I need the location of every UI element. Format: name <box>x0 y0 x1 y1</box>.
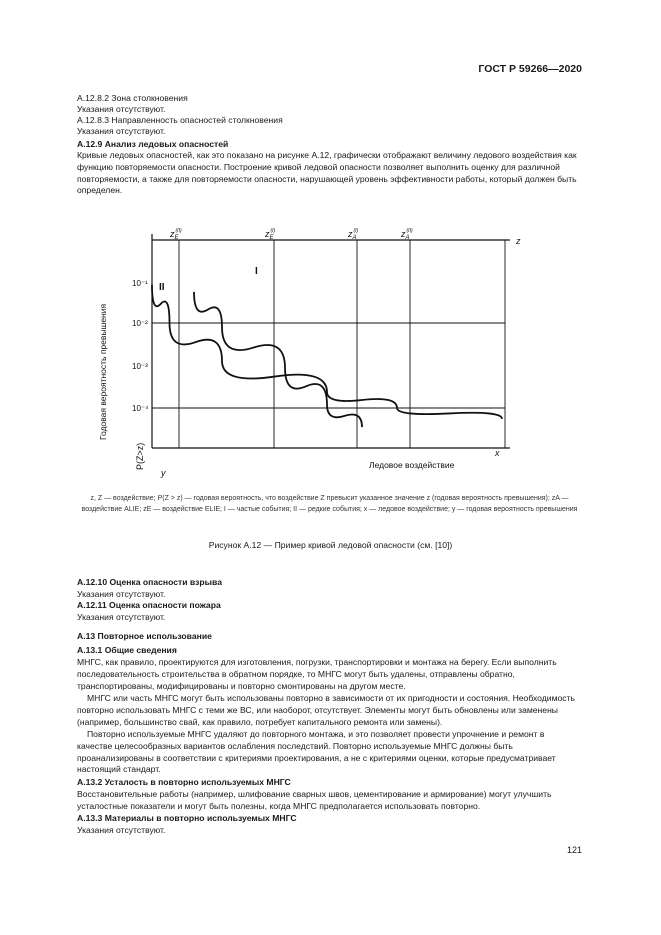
x-axis-symbol: x <box>495 448 500 458</box>
section-heading-a129: А.12.9 Анализ ледовых опасностей <box>77 139 229 149</box>
section-heading-a1282: А.12.8.2 Зона столкновения <box>77 93 188 103</box>
vline-label-3: $z_A(I)$ <box>348 228 359 241</box>
section-heading-a131: А.13.1 Общие сведения <box>77 645 177 655</box>
section-heading-a132: А.13.2 Усталость в повторно используемых МНГС <box>77 777 291 787</box>
section-heading-a1283: А.12.8.3 Направленность опасностей столкновения <box>77 115 283 125</box>
standard-number: ГОСТ Р 59266—2020 <box>478 63 582 75</box>
page-number: 121 <box>566 845 582 855</box>
body-text: Указания отсутствуют. <box>77 612 166 622</box>
paragraph-a132: Восстановительные работы (например, шлифование сварных швов, цементирование и армирование) могут улучшить усталостные показатели и могут быть полезны, когда МНГС предполагается использовать повторно. <box>77 789 552 811</box>
series-label-II: II <box>159 282 165 293</box>
y-tick-label: 10⁻¹ <box>132 279 148 288</box>
y-axis-label: Годовая вероятность превышения <box>98 303 108 440</box>
vline-label-4: $z_A(II)$ <box>401 228 413 241</box>
vline-label-2: $z_E(I)$ <box>265 228 276 241</box>
y-axis-symbol: y <box>161 468 166 478</box>
ice-hazard-chart <box>77 218 582 478</box>
body-text: Указания отсутствуют. <box>77 126 166 136</box>
section-heading-a1210: А.12.10 Оценка опасности взрыва <box>77 577 222 587</box>
y-tick-label: 10⁻⁴ <box>132 404 149 413</box>
section-heading-a1211: А.12.11 Оценка опасности пожара <box>77 600 221 610</box>
series-label-I: I <box>255 266 258 277</box>
y-var-label: P(Z>z) <box>135 442 145 470</box>
x-axis-label: Ледовое воздействие <box>369 460 455 470</box>
paragraph-a131-3: Повторно используемые МНГС удаляют до повторного монтажа, и это позволяет провести упрочнение и ремонт в качестве целесообразных вариантов ослабления последствий. Повторно используемые МНГС должны быть проанализированы в соответствии с критериями проектирования, а не с критериями оценки, которые предусматривает настоящий стандарт. <box>77 729 556 775</box>
body-text: Указания отсутствуют. <box>77 104 166 114</box>
paragraph-a129: Кривые ледовых опасностей, как это показано на рисунке А.12, графически отображают величину ледового воздействия как функцию повторяемости опасности. Построение кривой ледовой опасности позволяет выполнить оценку для различной повторяемости, а также для повторяемости опасности, нарушающей уровень эффективности работы, который должен быть определен. <box>77 150 577 196</box>
vline-label-1: $z_E(II)$ <box>170 228 182 241</box>
body-text: Указания отсутствуют. <box>77 825 166 835</box>
curve-I <box>194 292 362 427</box>
section-heading-a13: А.13 Повторное использование <box>77 631 212 641</box>
figure-note: z, Z — воздействие; P(Z > z) — годовая вероятность, что воздействие Z превысит указанное значение z (годовая вероятность превышения); zA — воздействие ALIE; zE — воздействие ELIE; I — частые события; II — редкие события; x — ледовое воздействие; y — годовая вероятность превышения <box>81 495 578 513</box>
y-tick-label: 10⁻² <box>132 319 148 328</box>
section-heading-a133: А.13.3 Материалы в повторно используемых МНГС <box>77 813 297 823</box>
paragraph-a131-2: МНГС или часть МНГС могут быть использованы повторно в зависимости от их пригодности и состояния. Необходимость повторно использовать МНГС с теми же ВС, или наоборот, отсутствует. Элементы могут быть обновлены или заменены (например, большинство свай, как правило, потребует капитального ремонта или замены). <box>77 693 575 727</box>
body-text: Указания отсутствуют. <box>77 589 166 599</box>
figure-caption: Рисунок А.12 — Пример кривой ледовой опасности (см. [10]) <box>208 540 453 550</box>
paragraph-a131-1: МНГС, как правило, проектируются для изготовления, погрузки, транспортировки и монтажа на берегу. Если выполнить последовательность строительства в обратном порядке, то МНГС могут быть удалены, отправлены обратно, транспортированы, модифицированы и повторно смонтированы на другом месте. <box>77 657 557 691</box>
y-tick-label: 10⁻³ <box>132 362 148 371</box>
top-axis-symbol: z <box>516 236 521 246</box>
